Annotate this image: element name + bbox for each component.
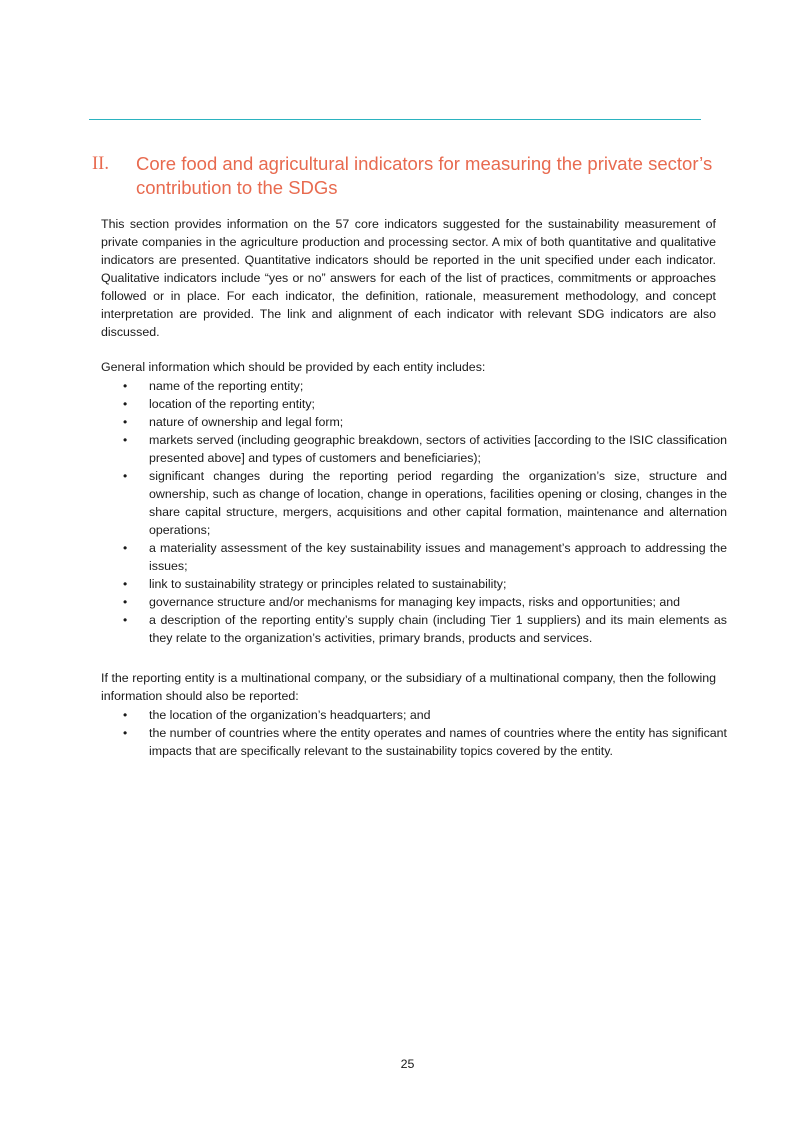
- list-item: • link to sustainability strategy or principles related to sustainability;: [123, 577, 507, 591]
- list-item: • name of the reporting entity;: [123, 379, 304, 393]
- header-rule: [89, 119, 701, 120]
- list-item: • governance structure and/or mechanisms for managing key impacts, risks and opportunities; and: [123, 595, 681, 609]
- bullet-icon: •: [123, 726, 128, 740]
- bullet-icon: •: [123, 397, 128, 411]
- bullet-icon: •: [123, 613, 128, 627]
- bullet-icon: •: [123, 595, 128, 609]
- section-number: II.: [92, 154, 109, 174]
- bullet-icon: •: [123, 415, 128, 429]
- page-number: 25: [400, 1057, 415, 1071]
- bullet-icon: •: [123, 379, 128, 393]
- list-item: • location of the reporting entity;: [123, 397, 315, 411]
- bullet-icon: •: [123, 469, 128, 483]
- list-item: • nature of ownership and legal form;: [123, 415, 344, 429]
- bullet-icon: •: [123, 577, 128, 591]
- bullet-icon: •: [123, 433, 128, 447]
- general-info-list: [101, 377, 727, 647]
- intro-paragraph: This section provides information on the 57 core indicators suggested for the sustainability measurement of private companies in the agriculture production and processing sector. A mix of both quantitative and qualitative indicators are presented. Quantitative indicators should be reported in the unit specified under each indicator. Qualitative indicators include “yes or no” answers for each of the list of practices, commitments or approaches followed or in place. For each indicator, the definition, rationale, measurement methodology, and concept interpretation are provided. The link and alignment of each indicator with relevant SDG indicators are also discussed.: [101, 217, 716, 339]
- list-item: • markets served (including geographic breakdown, sectors of activities [according to the ISIC classification presented above] and types of customers and beneficiaries);: [123, 433, 727, 465]
- bullet-icon: •: [123, 708, 128, 722]
- list-item: • a description of the reporting entity’s supply chain (including Tier 1 suppliers) and its main elements as they relate to the organization’s activities, primary brands, products and services.: [123, 613, 727, 645]
- multinational-info-list: [101, 706, 727, 760]
- general-info-lead: General information which should be provided by each entity includes:: [101, 360, 486, 374]
- list-item: • significant changes during the reporting period regarding the organization’s size, structure and ownership, such as change of location, change in operations, facilities opening or closing, changes in the share capital structure, mergers, acquisitions and other capital formation, maintenance and alternation operations;: [123, 469, 727, 537]
- multinational-info-lead: If the reporting entity is a multinational company, or the subsidiary of a multinational company, then the following information should also be reported:: [101, 671, 716, 703]
- list-item: • the location of the organization’s headquarters; and: [123, 708, 431, 722]
- section-heading: [92, 152, 732, 200]
- section-title: Core food and agricultural indicators for measuring the private sector’s contribution to the SDGs: [136, 153, 713, 198]
- list-item: • a materiality assessment of the key sustainability issues and management’s approach to addressing the issues;: [123, 541, 727, 573]
- list-item: • the number of countries where the entity operates and names of countries where the entity has significant impacts that are specifically relevant to the sustainability topics covered by the entity.: [123, 726, 727, 758]
- bullet-icon: •: [123, 541, 128, 555]
